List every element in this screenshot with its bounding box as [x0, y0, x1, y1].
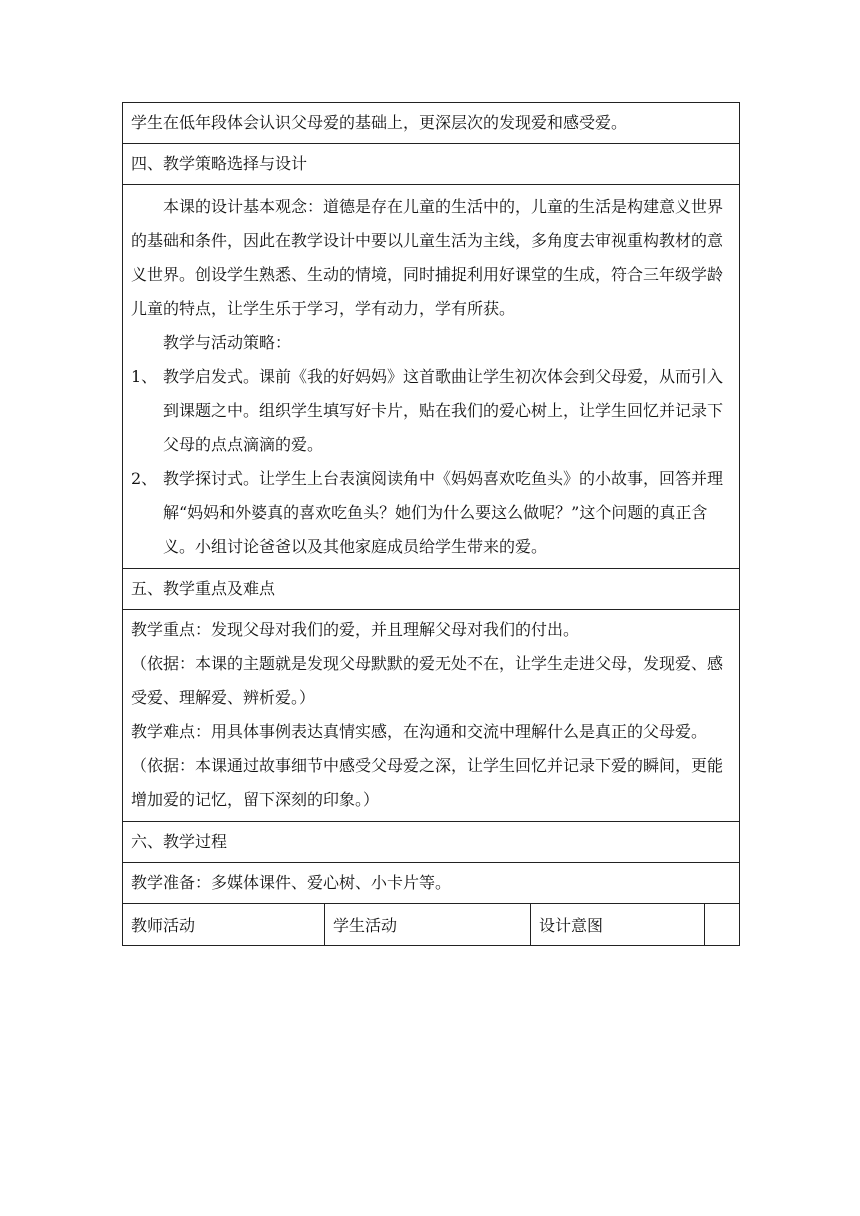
section5-body-row — [123, 610, 739, 822]
difficulty-basis: （依据：本课通过故事细节中感受父母爱之深，让学生回忆并记录下爱的瞬间，更能增加爱的记忆，留下深刻的印象。） — [131, 756, 724, 809]
key-point: 教学重点：发现父母对我们的爱，并且理解父母对我们的付出。 — [131, 620, 580, 639]
strategy-paragraph: 教学与活动策略： — [163, 333, 292, 352]
difficulty: 教学难点：用具体事例表达真情实感，在沟通和交流中理解什么是真正的父母爱。 — [131, 722, 708, 741]
prep-row — [123, 863, 739, 904]
list-item-text: 教学探讨式。让学生上台表演阅读角中《妈妈喜欢吃鱼头》的小故事，回答并理解“妈妈和外婆真的喜欢吃鱼头？她们为什么要这么做呢？”这个问题的真正含义。小组讨论爸爸以及其他家庭成员给学生带来的爱。 — [163, 469, 724, 556]
section4-body-row — [123, 185, 739, 569]
section6-heading-row — [123, 822, 739, 863]
section6-heading: 六、教学过程 — [131, 832, 228, 851]
process-columns-row — [123, 904, 739, 946]
list-item-text: 教学启发式。课前《我的好妈妈》这首歌曲让学生初次体会到父母爱，从而引入到课题之中。组织学生填写好卡片，贴在我们的爱心树上，让学生回忆并记录下父母的点点滴滴的爱。 — [163, 367, 724, 454]
lesson-plan-table — [122, 102, 740, 946]
column-header-teacher: 教师活动 — [123, 904, 325, 945]
list-item-number: 1、 — [131, 367, 158, 386]
column-header-empty — [705, 904, 739, 945]
design-concept-paragraph: 本课的设计基本观念：道德是存在儿童的生活中的，儿童的生活是构建意义世界的基础和条件，因此在教学设计中要以儿童生活为主线，多角度去审视重构教材的意义世界。创设学生熟悉、生动的情境，同时捕捉利用好课堂的生成，符合三年级学龄儿童的特点，让学生乐于学习，学有动力，学有所获。 — [131, 197, 724, 318]
intro-text: 学生在低年段体会认识父母爱的基础上，更深层次的发现爱和感受爱。 — [131, 113, 628, 132]
teaching-prep: 教学准备：多媒体课件、爱心树、小卡片等。 — [131, 873, 452, 892]
section4-heading: 四、教学策略选择与设计 — [131, 154, 308, 173]
list-item-number: 2、 — [131, 469, 158, 488]
section5-heading-row — [123, 569, 739, 610]
section4-heading-row — [123, 144, 739, 185]
list-item — [123, 462, 739, 564]
list-item — [123, 360, 739, 462]
intro-row — [123, 103, 739, 144]
column-header-intent: 设计意图 — [531, 904, 705, 945]
key-point-basis: （依据：本课的主题就是发现父母默默的爱无处不在，让学生走进父母，发现爱、感受爱、理解爱、辨析爱。） — [131, 654, 724, 707]
column-header-student: 学生活动 — [325, 904, 531, 945]
section5-heading: 五、教学重点及难点 — [131, 579, 276, 598]
